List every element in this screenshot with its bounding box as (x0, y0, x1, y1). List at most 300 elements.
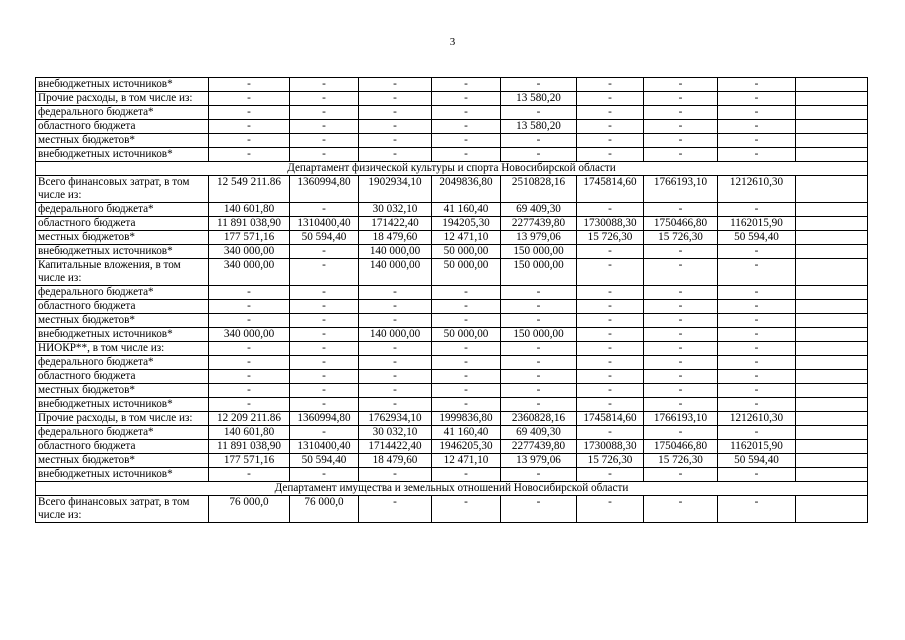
value-cell: - (577, 134, 644, 148)
table-row (36, 286, 868, 300)
value-cell: - (359, 342, 432, 356)
row-label: федерального бюджета* (36, 426, 209, 440)
value-cell: 140 000,00 (359, 328, 432, 342)
value-cell: - (209, 148, 290, 162)
value-cell (796, 454, 868, 468)
table-row (36, 259, 868, 286)
value-cell: - (290, 370, 359, 384)
value-cell: - (290, 342, 359, 356)
value-cell: - (718, 384, 796, 398)
value-cell: 1999836,80 (432, 412, 501, 426)
table-row (36, 412, 868, 426)
value-cell: 140 601,80 (209, 426, 290, 440)
table-row (36, 148, 868, 162)
value-cell (796, 78, 868, 92)
value-cell (796, 231, 868, 245)
value-cell (796, 384, 868, 398)
row-label: Всего финансовых затрат, в том числе из: (36, 176, 209, 203)
value-cell: 12 471,10 (432, 231, 501, 245)
value-cell: - (290, 203, 359, 217)
value-cell: - (290, 356, 359, 370)
value-cell: - (209, 398, 290, 412)
value-cell: 177 571,16 (209, 231, 290, 245)
value-cell: - (432, 134, 501, 148)
value-cell: - (501, 148, 577, 162)
row-label: местных бюджетов* (36, 134, 209, 148)
value-cell: - (644, 496, 718, 523)
table-row (36, 245, 868, 259)
value-cell (796, 120, 868, 134)
table-row (36, 217, 868, 231)
page-number: 3 (449, 36, 456, 48)
value-cell: - (359, 120, 432, 134)
value-cell: - (290, 398, 359, 412)
value-cell: - (644, 300, 718, 314)
value-cell: - (644, 314, 718, 328)
value-cell: - (359, 314, 432, 328)
value-cell: 177 571,16 (209, 454, 290, 468)
value-cell: 2360828,16 (501, 412, 577, 426)
row-label: НИОКР**, в том числе из: (36, 342, 209, 356)
value-cell (796, 370, 868, 384)
value-cell: - (718, 134, 796, 148)
value-cell: - (718, 496, 796, 523)
value-cell: - (209, 78, 290, 92)
value-cell: - (577, 92, 644, 106)
table-row (36, 328, 868, 342)
value-cell: - (359, 92, 432, 106)
value-cell: - (577, 203, 644, 217)
value-cell: 1360994,80 (290, 176, 359, 203)
table-row (36, 426, 868, 440)
value-cell: - (432, 314, 501, 328)
value-cell: - (290, 245, 359, 259)
value-cell (796, 203, 868, 217)
value-cell: 18 479,60 (359, 454, 432, 468)
value-cell (796, 342, 868, 356)
value-cell: - (644, 370, 718, 384)
value-cell: - (501, 314, 577, 328)
table-row (36, 92, 868, 106)
value-cell: - (432, 356, 501, 370)
table-row (36, 356, 868, 370)
row-label: областного бюджета (36, 120, 209, 134)
value-cell: - (209, 314, 290, 328)
value-cell: - (718, 468, 796, 482)
value-cell (796, 496, 868, 523)
value-cell: - (359, 356, 432, 370)
value-cell: - (290, 120, 359, 134)
value-cell: - (209, 286, 290, 300)
value-cell: - (359, 384, 432, 398)
table-row (36, 314, 868, 328)
value-cell: - (290, 468, 359, 482)
value-cell: - (577, 342, 644, 356)
value-cell: - (718, 314, 796, 328)
value-cell: - (644, 398, 718, 412)
value-cell: 1750466,80 (644, 440, 718, 454)
value-cell: - (718, 426, 796, 440)
value-cell: 1212610,30 (718, 176, 796, 203)
value-cell: 140 000,00 (359, 259, 432, 286)
value-cell: 2049836,80 (432, 176, 501, 203)
value-cell: - (718, 356, 796, 370)
value-cell: 1902934,10 (359, 176, 432, 203)
row-label: местных бюджетов* (36, 384, 209, 398)
value-cell: - (501, 342, 577, 356)
row-label: областного бюджета (36, 370, 209, 384)
section-title: Департамент физической культуры и спорта Новосибирской области (36, 162, 868, 176)
table-row (36, 398, 868, 412)
value-cell: - (644, 106, 718, 120)
value-cell: 1766193,10 (644, 412, 718, 426)
value-cell: 340 000,00 (209, 245, 290, 259)
value-cell: - (718, 259, 796, 286)
value-cell: 150 000,00 (501, 259, 577, 286)
value-cell: 340 000,00 (209, 328, 290, 342)
value-cell: - (290, 92, 359, 106)
value-cell (796, 259, 868, 286)
row-label: областного бюджета (36, 440, 209, 454)
finance-table (35, 77, 868, 523)
value-cell: 171422,40 (359, 217, 432, 231)
value-cell (796, 106, 868, 120)
row-label: областного бюджета (36, 217, 209, 231)
value-cell: 1310400,40 (290, 440, 359, 454)
value-cell: - (644, 78, 718, 92)
table-row (36, 440, 868, 454)
table-row (36, 454, 868, 468)
value-cell: - (577, 106, 644, 120)
value-cell: 76 000,0 (290, 496, 359, 523)
row-label: федерального бюджета* (36, 286, 209, 300)
value-cell: 50 000,00 (432, 259, 501, 286)
value-cell (796, 468, 868, 482)
value-cell: 1750466,80 (644, 217, 718, 231)
value-cell: 15 726,30 (577, 454, 644, 468)
value-cell (796, 314, 868, 328)
value-cell: - (501, 370, 577, 384)
section-header-row (36, 482, 868, 496)
row-label: Прочие расходы, в том числе из: (36, 92, 209, 106)
table-row (36, 120, 868, 134)
value-cell (796, 286, 868, 300)
value-cell: - (644, 342, 718, 356)
value-cell: 18 479,60 (359, 231, 432, 245)
value-cell: - (209, 300, 290, 314)
value-cell: - (577, 328, 644, 342)
value-cell: - (209, 106, 290, 120)
value-cell: - (577, 370, 644, 384)
value-cell: - (359, 398, 432, 412)
value-cell: - (577, 314, 644, 328)
value-cell (796, 148, 868, 162)
row-label: федерального бюджета* (36, 203, 209, 217)
value-cell (796, 356, 868, 370)
row-label: Капитальные вложения, в том числе из: (36, 259, 209, 286)
value-cell: - (718, 203, 796, 217)
row-label: Прочие расходы, в том числе из: (36, 412, 209, 426)
value-cell: 2277439,80 (501, 217, 577, 231)
value-cell: 15 726,30 (644, 454, 718, 468)
value-cell: - (644, 120, 718, 134)
value-cell: 50 000,00 (432, 328, 501, 342)
value-cell: - (718, 78, 796, 92)
value-cell (796, 440, 868, 454)
value-cell: - (644, 468, 718, 482)
value-cell: - (290, 286, 359, 300)
table-row (36, 134, 868, 148)
value-cell: 1714422,40 (359, 440, 432, 454)
value-cell: 1946205,30 (432, 440, 501, 454)
value-cell: - (501, 468, 577, 482)
value-cell: - (501, 384, 577, 398)
table-row (36, 370, 868, 384)
table-row (36, 78, 868, 92)
value-cell: 340 000,00 (209, 259, 290, 286)
value-cell: - (501, 134, 577, 148)
value-cell: - (359, 370, 432, 384)
value-cell: - (432, 398, 501, 412)
value-cell: 140 601,80 (209, 203, 290, 217)
section-title: Департамент имущества и земельных отношений Новосибирской области (36, 482, 868, 496)
value-cell (796, 412, 868, 426)
value-cell: 15 726,30 (644, 231, 718, 245)
value-cell: 1310400,40 (290, 217, 359, 231)
value-cell: - (359, 134, 432, 148)
value-cell: 50 594,40 (290, 231, 359, 245)
table-row (36, 176, 868, 203)
value-cell: - (577, 78, 644, 92)
value-cell: - (577, 398, 644, 412)
value-cell: - (290, 314, 359, 328)
value-cell: - (718, 245, 796, 259)
table-row (36, 300, 868, 314)
value-cell: - (432, 120, 501, 134)
value-cell: - (644, 134, 718, 148)
value-cell: 69 409,30 (501, 426, 577, 440)
value-cell: - (718, 342, 796, 356)
value-cell (796, 134, 868, 148)
value-cell: - (359, 286, 432, 300)
value-cell: 150 000,00 (501, 245, 577, 259)
value-cell: - (644, 426, 718, 440)
value-cell: 12 471,10 (432, 454, 501, 468)
value-cell: - (432, 286, 501, 300)
value-cell: 1762934,10 (359, 412, 432, 426)
row-label: федерального бюджета* (36, 106, 209, 120)
value-cell: - (432, 496, 501, 523)
value-cell: 50 594,40 (718, 454, 796, 468)
row-label: внебюджетных источников* (36, 78, 209, 92)
row-label: внебюджетных источников* (36, 398, 209, 412)
table-row (36, 106, 868, 120)
row-label: внебюджетных источников* (36, 148, 209, 162)
value-cell: - (290, 426, 359, 440)
row-label: федерального бюджета* (36, 356, 209, 370)
value-cell: - (644, 203, 718, 217)
value-cell: 69 409,30 (501, 203, 577, 217)
value-cell: 41 160,40 (432, 426, 501, 440)
value-cell: 1360994,80 (290, 412, 359, 426)
value-cell: - (644, 148, 718, 162)
value-cell: - (290, 134, 359, 148)
value-cell: 50 594,40 (718, 231, 796, 245)
value-cell: - (577, 426, 644, 440)
value-cell: 1745814,60 (577, 412, 644, 426)
value-cell (796, 176, 868, 203)
value-cell: - (577, 496, 644, 523)
value-cell: - (501, 356, 577, 370)
value-cell: - (577, 356, 644, 370)
value-cell: 13 979,06 (501, 454, 577, 468)
value-cell: 1766193,10 (644, 176, 718, 203)
row-label: местных бюджетов* (36, 231, 209, 245)
value-cell: 194205,30 (432, 217, 501, 231)
value-cell: - (718, 148, 796, 162)
value-cell: - (577, 300, 644, 314)
value-cell: - (718, 120, 796, 134)
row-label: местных бюджетов* (36, 314, 209, 328)
row-label: областного бюджета (36, 300, 209, 314)
value-cell: 11 891 038,90 (209, 440, 290, 454)
value-cell: - (644, 384, 718, 398)
table-row (36, 496, 868, 523)
value-cell: - (209, 356, 290, 370)
value-cell: 140 000,00 (359, 245, 432, 259)
value-cell: - (209, 342, 290, 356)
value-cell: 13 979,06 (501, 231, 577, 245)
value-cell: - (577, 286, 644, 300)
value-cell: - (718, 300, 796, 314)
value-cell: - (432, 468, 501, 482)
value-cell: 12 549 211.86 (209, 176, 290, 203)
value-cell: - (290, 78, 359, 92)
value-cell: 1745814,60 (577, 176, 644, 203)
table-row (36, 468, 868, 482)
value-cell: - (577, 468, 644, 482)
value-cell: - (432, 370, 501, 384)
row-label: внебюджетных источников* (36, 468, 209, 482)
value-cell: - (209, 370, 290, 384)
value-cell: 30 032,10 (359, 426, 432, 440)
value-cell: - (359, 468, 432, 482)
value-cell: 50 594,40 (290, 454, 359, 468)
value-cell: - (577, 120, 644, 134)
value-cell: - (577, 259, 644, 286)
row-label: внебюджетных источников* (36, 328, 209, 342)
value-cell: - (644, 328, 718, 342)
value-cell: 1730088,30 (577, 217, 644, 231)
value-cell: - (209, 468, 290, 482)
value-cell: 12 209 211.86 (209, 412, 290, 426)
table-row (36, 203, 868, 217)
value-cell: - (432, 342, 501, 356)
row-label: местных бюджетов* (36, 454, 209, 468)
value-cell: - (432, 300, 501, 314)
value-cell: 13 580,20 (501, 120, 577, 134)
value-cell (796, 245, 868, 259)
value-cell (796, 328, 868, 342)
value-cell: - (718, 106, 796, 120)
value-cell: - (718, 328, 796, 342)
value-cell: - (432, 78, 501, 92)
row-label: Всего финансовых затрат, в том числе из: (36, 496, 209, 523)
value-cell: 41 160,40 (432, 203, 501, 217)
value-cell: - (718, 370, 796, 384)
value-cell: - (209, 120, 290, 134)
value-cell: - (209, 134, 290, 148)
value-cell: - (644, 259, 718, 286)
value-cell: - (209, 92, 290, 106)
value-cell: 1730088,30 (577, 440, 644, 454)
value-cell: 50 000,00 (432, 245, 501, 259)
value-cell: - (577, 245, 644, 259)
value-cell: - (501, 78, 577, 92)
value-cell: - (718, 398, 796, 412)
value-cell: - (577, 148, 644, 162)
value-cell: 2510828,16 (501, 176, 577, 203)
value-cell: 150 000,00 (501, 328, 577, 342)
value-cell: 11 891 038,90 (209, 217, 290, 231)
value-cell: - (644, 245, 718, 259)
value-cell: - (501, 106, 577, 120)
value-cell: 1162015,90 (718, 440, 796, 454)
table-row (36, 384, 868, 398)
value-cell: - (432, 384, 501, 398)
value-cell: - (501, 398, 577, 412)
value-cell: - (432, 106, 501, 120)
value-cell (796, 398, 868, 412)
value-cell: - (432, 148, 501, 162)
value-cell: 13 580,20 (501, 92, 577, 106)
value-cell: 30 032,10 (359, 203, 432, 217)
value-cell: - (718, 286, 796, 300)
value-cell: - (359, 106, 432, 120)
value-cell: 1162015,90 (718, 217, 796, 231)
value-cell: - (577, 384, 644, 398)
value-cell: - (644, 92, 718, 106)
value-cell: - (359, 148, 432, 162)
value-cell: 1212610,30 (718, 412, 796, 426)
value-cell: - (290, 148, 359, 162)
value-cell: - (359, 496, 432, 523)
value-cell: - (644, 286, 718, 300)
value-cell (796, 300, 868, 314)
value-cell: - (501, 300, 577, 314)
table-row (36, 342, 868, 356)
value-cell: 76 000,0 (209, 496, 290, 523)
value-cell: - (432, 92, 501, 106)
value-cell: - (209, 384, 290, 398)
value-cell: - (290, 328, 359, 342)
value-cell: 15 726,30 (577, 231, 644, 245)
value-cell: - (359, 300, 432, 314)
value-cell: - (290, 259, 359, 286)
value-cell (796, 426, 868, 440)
value-cell: - (290, 300, 359, 314)
value-cell: - (501, 286, 577, 300)
value-cell: - (290, 384, 359, 398)
section-header-row (36, 162, 868, 176)
value-cell (796, 217, 868, 231)
value-cell (796, 92, 868, 106)
value-cell: - (290, 106, 359, 120)
table-row (36, 231, 868, 245)
value-cell: - (644, 356, 718, 370)
value-cell: - (501, 496, 577, 523)
value-cell: 2277439,80 (501, 440, 577, 454)
